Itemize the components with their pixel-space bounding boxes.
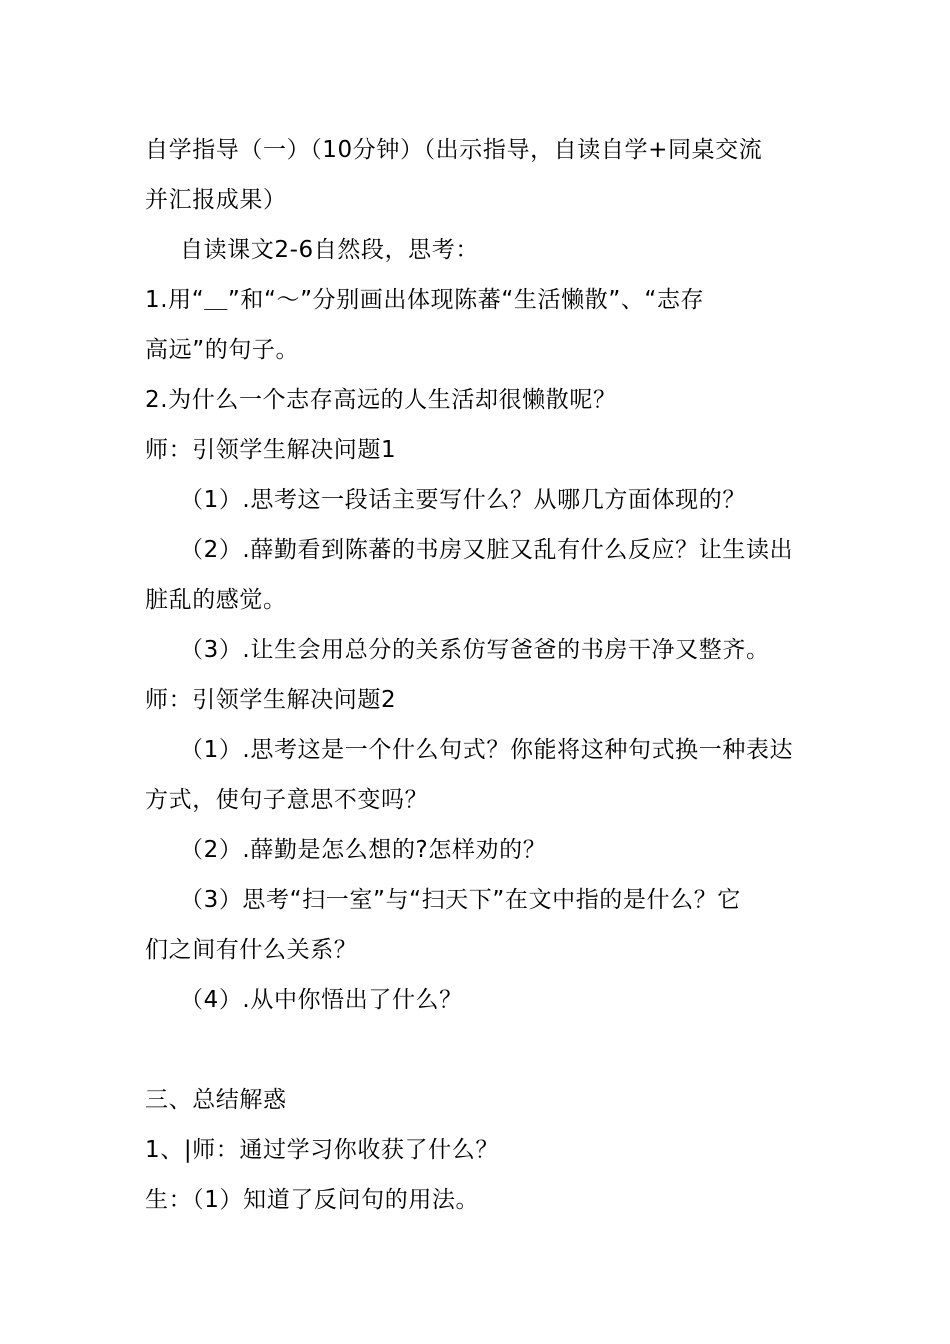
task-1-item-2: （2）.薛勤看到陈蕃的书房又脏又乱有什么反应？让生读出: [180, 537, 794, 563]
task-2-item-1-continued: 方式，使句子意思不变吗？: [145, 787, 429, 813]
section-3-heading: 三、总结解惑: [145, 1087, 287, 1113]
question-1: 1.用“＿”和“～”分别画出体现陈蕃“生活懒散”、“志存: [145, 287, 705, 313]
task-2-item-4: （4）.从中你悟出了什么？: [180, 987, 463, 1013]
summary-question-1: 1、|师：通过学习你收获了什么？: [145, 1137, 499, 1163]
task-2-item-2: （2）.薛勤是怎么想的?怎样劝的？: [180, 837, 547, 863]
paragraph-gap: [145, 1025, 810, 1075]
task-1-item-2-continued: 脏乱的感觉。: [145, 587, 287, 613]
task-1-item-3: （3）.让生会用总分的关系仿写爸爸的书房干净又整齐。: [180, 637, 770, 663]
student-answer-1: 生：（1）知道了反问句的用法。: [145, 1187, 480, 1213]
self-study-guide-heading: 自学指导（一）（10分钟）（出示指导，自读自学+同桌交流: [145, 137, 763, 163]
document-body: [145, 125, 810, 1225]
task-2-item-3-continued: 们之间有什么关系？: [145, 937, 358, 963]
question-1-continued: 高远”的句子。: [145, 337, 300, 363]
task-2-item-3: （3）思考“扫一室”与“扫天下”在文中指的是什么？它: [180, 887, 741, 913]
task-2-item-1: （1）.思考这是一个什么句式？你能将这种句式换一种表达: [180, 737, 794, 763]
teacher-task-2: 师：引领学生解决问题2: [145, 687, 397, 713]
task-1-item-1: （1）.思考这一段话主要写什么？从哪几方面体现的？: [180, 487, 746, 513]
self-study-guide-heading-continued: 并汇报成果）: [145, 187, 287, 213]
question-2: 2.为什么一个志存高远的人生活却很懒散呢？: [145, 387, 617, 413]
teacher-task-1: 师：引领学生解决问题1: [145, 437, 397, 463]
reading-instruction: 自读课文2-6自然段，思考：: [180, 237, 479, 263]
